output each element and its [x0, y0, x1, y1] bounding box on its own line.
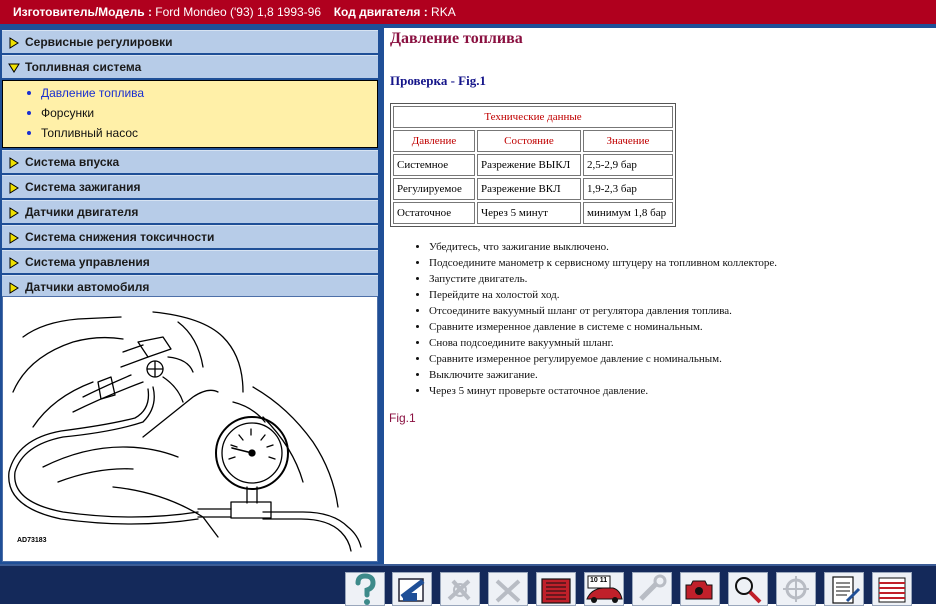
- list-item: • Через 5 минут проверьте остаточное давление.: [429, 383, 777, 399]
- technical-data-table: [390, 103, 676, 227]
- table-cell: 1,9-2,3 бар: [583, 178, 673, 200]
- content-panel: [384, 28, 936, 564]
- calendar-text: 10 11: [590, 577, 608, 584]
- table-cell: Разрежение ВЫКЛ: [477, 154, 581, 176]
- sidebar-item-ignition-system[interactable]: [2, 175, 378, 198]
- procedure-steps-list: [412, 239, 777, 399]
- arrow-right-icon: [8, 207, 20, 219]
- sidebar-item-label: Топливная система: [25, 60, 142, 74]
- header-bar: [0, 0, 936, 24]
- sidebar-item-vehicle-sensors[interactable]: [2, 275, 378, 298]
- bullet-icon: [27, 111, 31, 115]
- arrow-right-icon: [8, 157, 20, 169]
- document-button[interactable]: [824, 572, 864, 606]
- submenu-item-label: Давление топлива: [41, 86, 145, 100]
- arrow-right-icon: [8, 232, 20, 244]
- table-cell: минимум 1,8 бар: [583, 202, 673, 224]
- table-caption: Технические данные: [393, 106, 673, 128]
- list-button[interactable]: [872, 572, 912, 606]
- list-item: • Сравните измеренное регулируемое давление с номинальным.: [429, 351, 777, 367]
- manufacturer-value: Ford Mondeo ('93) 1,8 1993-96: [155, 5, 322, 19]
- section-subtitle: Проверка - Fig.1: [390, 73, 486, 88]
- table-cell: Остаточное: [393, 202, 475, 224]
- wrench-icon: [633, 573, 671, 605]
- bullet-icon: [27, 91, 31, 95]
- document-icon: [825, 573, 863, 605]
- list-icon: [873, 573, 911, 605]
- sidebar-item-control-system[interactable]: [2, 250, 378, 273]
- sidebar-menu: [2, 30, 378, 300]
- help-icon: [346, 573, 384, 605]
- list-item: • Снова подсоедините вакуумный шланг.: [429, 335, 777, 351]
- table-row: [393, 154, 673, 176]
- engine-warning-button[interactable]: [680, 572, 720, 606]
- table-cell: Разрежение ВКЛ: [477, 178, 581, 200]
- battery-button[interactable]: [536, 572, 576, 606]
- sidebar-item-label: Система зажигания: [25, 180, 141, 194]
- submenu-item-label: Топливный насос: [41, 126, 139, 140]
- page-title: Давление топлива: [390, 30, 523, 47]
- settings-button[interactable]: [776, 572, 816, 606]
- engine-code-value: RKA: [431, 5, 456, 19]
- manual-icon: [393, 573, 431, 605]
- engine-code-label: Код двигателя :: [333, 5, 428, 19]
- submenu-item-injectors[interactable]: [3, 103, 377, 123]
- sidebar-item-label: Система впуска: [25, 155, 120, 169]
- table-header: Давление: [393, 130, 475, 152]
- sidebar-item-emission-control[interactable]: [2, 225, 378, 248]
- submenu-item-fuel-pressure[interactable]: [3, 83, 377, 103]
- sidebar-item-label: Датчики автомобиля: [25, 280, 150, 294]
- adjust-button[interactable]: [440, 572, 480, 606]
- manufacturer-label: Изготовитель/Модель :: [13, 5, 152, 19]
- arrow-right-icon: [8, 257, 20, 269]
- list-item: • Отсоедините вакуумный шланг от регулятора давления топлива.: [429, 303, 777, 319]
- search-icon: [729, 573, 767, 605]
- wrench-button[interactable]: [632, 572, 672, 606]
- table-cell: Системное: [393, 154, 475, 176]
- sidebar-item-fuel-system[interactable]: [2, 55, 378, 78]
- table-cell: Регулируемое: [393, 178, 475, 200]
- tools-button[interactable]: [488, 572, 528, 606]
- battery-icon: [537, 573, 575, 605]
- arrow-right-icon: [8, 37, 20, 49]
- illustration-panel: [2, 296, 378, 562]
- tools-icon: [489, 573, 527, 605]
- manual-button[interactable]: [392, 572, 432, 606]
- bottom-toolbar: [0, 564, 936, 604]
- list-item: • Подсоедините манометр к сервисному штуцеру на топливном коллекторе.: [429, 255, 777, 271]
- arrow-right-icon: [8, 282, 20, 294]
- settings-icon: [777, 573, 815, 605]
- bullet-icon: [27, 131, 31, 135]
- service-calendar-button[interactable]: [584, 572, 624, 606]
- list-item: • Выключите зажигание.: [429, 367, 777, 383]
- table-row: [393, 202, 673, 224]
- sidebar-item-intake-system[interactable]: [2, 150, 378, 173]
- table-header: Значение: [583, 130, 673, 152]
- adjust-icon: [441, 573, 479, 605]
- list-item: • Перейдите на холостой ход.: [429, 287, 777, 303]
- sidebar-item-engine-sensors[interactable]: [2, 200, 378, 223]
- sidebar-item-label: Система управления: [25, 255, 150, 269]
- list-item: • Убедитесь, что зажигание выключено.: [429, 239, 777, 255]
- submenu-item-fuel-pump[interactable]: [3, 123, 377, 143]
- table-cell: Через 5 минут: [477, 202, 581, 224]
- sidebar-item-label: Система снижения токсичности: [25, 230, 215, 244]
- arrow-down-icon: [8, 62, 20, 74]
- engine-warning-icon: [681, 573, 719, 605]
- fuel-system-submenu: [2, 80, 378, 148]
- table-cell: 2,5-2,9 бар: [583, 154, 673, 176]
- sidebar-item-label: Датчики двигателя: [25, 205, 139, 219]
- submenu-item-label: Форсунки: [41, 106, 95, 120]
- list-item: • Сравните измеренное давление в системе с номинальным.: [429, 319, 777, 335]
- list-item: • Запустите двигатель.: [429, 271, 777, 287]
- sidebar-item-service-adjustments[interactable]: [2, 30, 378, 53]
- illustration-code: AD73183: [17, 537, 47, 544]
- table-header: Состояние: [477, 130, 581, 152]
- help-button[interactable]: [345, 572, 385, 606]
- sidebar-item-label: Сервисные регулировки: [25, 35, 173, 49]
- fuel-pressure-gauge-illustration: [3, 297, 377, 561]
- figure-link[interactable]: Fig.1: [389, 411, 416, 425]
- arrow-right-icon: [8, 182, 20, 194]
- search-button[interactable]: [728, 572, 768, 606]
- table-row: [393, 178, 673, 200]
